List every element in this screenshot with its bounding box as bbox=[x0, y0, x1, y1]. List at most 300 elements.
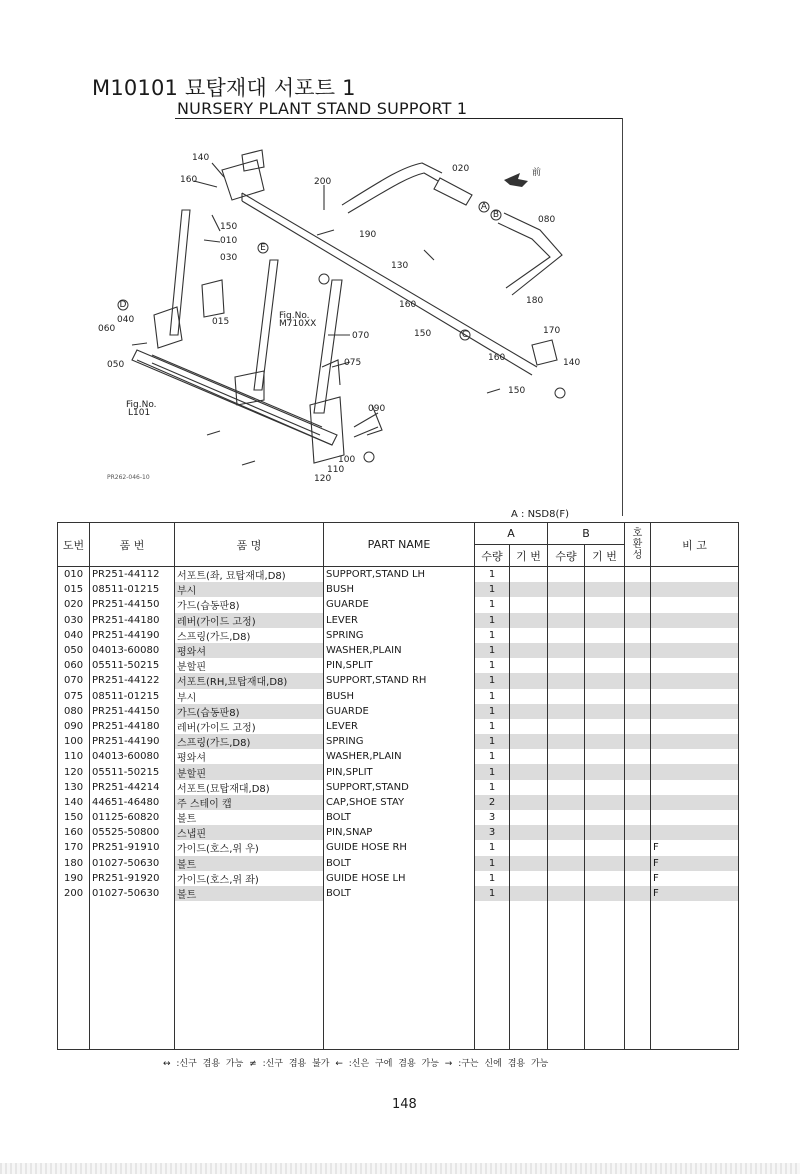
row-qty-b bbox=[548, 658, 585, 673]
page-number: 148 bbox=[392, 1097, 417, 1112]
row-ki-b bbox=[585, 856, 625, 871]
row-part-no: PR251-44180 bbox=[90, 719, 175, 734]
row-name-kr: 가드(습동판8) bbox=[175, 704, 324, 719]
row-part-name: CAP,SHOE STAY bbox=[324, 795, 475, 810]
row-qty-a: 3 bbox=[475, 810, 510, 825]
title-rule bbox=[175, 118, 622, 119]
table-row bbox=[58, 719, 739, 734]
row-ki-b bbox=[585, 567, 625, 583]
table-row bbox=[58, 597, 739, 612]
table-row bbox=[58, 795, 739, 810]
filler-cell bbox=[625, 901, 651, 1050]
row-compat bbox=[625, 613, 651, 628]
callout-190: 190 bbox=[359, 230, 377, 240]
row-part-no: 08511-01215 bbox=[90, 582, 175, 597]
row-qty-a: 1 bbox=[475, 886, 510, 901]
row-remark bbox=[651, 628, 739, 643]
row-ki-a bbox=[510, 780, 548, 795]
table-row bbox=[58, 749, 739, 764]
table-row bbox=[58, 673, 739, 688]
row-part-no: 08511-01215 bbox=[90, 689, 175, 704]
row-no: 150 bbox=[58, 810, 90, 825]
row-ki-a bbox=[510, 673, 548, 688]
group-a-legend: A : NSD8(F) bbox=[511, 509, 570, 520]
row-qty-a: 1 bbox=[475, 658, 510, 673]
row-qty-b bbox=[548, 749, 585, 764]
row-qty-b bbox=[548, 673, 585, 688]
front-arrow-icon bbox=[504, 173, 528, 187]
row-name-kr: 스냅핀 bbox=[175, 825, 324, 840]
row-ki-a bbox=[510, 749, 548, 764]
row-name-kr: 가이드(호스,위 좌) bbox=[175, 871, 324, 886]
row-ki-a bbox=[510, 719, 548, 734]
header-no: 도번 bbox=[58, 523, 90, 567]
row-part-name: BOLT bbox=[324, 886, 475, 901]
row-part-no: PR251-44190 bbox=[90, 628, 175, 643]
filler-cell bbox=[585, 901, 625, 1050]
row-no: 200 bbox=[58, 886, 90, 901]
row-remark bbox=[651, 764, 739, 779]
row-qty-a: 1 bbox=[475, 613, 510, 628]
row-qty-b bbox=[548, 704, 585, 719]
callout-015: 015 bbox=[212, 317, 230, 327]
row-ki-a bbox=[510, 871, 548, 886]
table-row bbox=[58, 689, 739, 704]
callout-050: 050 bbox=[107, 360, 125, 370]
row-part-no: 01027-50630 bbox=[90, 856, 175, 871]
row-part-name: SPRING bbox=[324, 628, 475, 643]
row-no: 180 bbox=[58, 856, 90, 871]
row-ki-a bbox=[510, 628, 548, 643]
row-name-kr: 볼트 bbox=[175, 886, 324, 901]
table-row bbox=[58, 628, 739, 643]
table-row bbox=[58, 856, 739, 871]
row-compat bbox=[625, 795, 651, 810]
row-qty-a: 1 bbox=[475, 719, 510, 734]
row-no: 070 bbox=[58, 673, 90, 688]
row-no: 010 bbox=[58, 567, 90, 583]
row-no: 030 bbox=[58, 613, 90, 628]
row-compat bbox=[625, 871, 651, 886]
row-ki-b bbox=[585, 643, 625, 658]
fig-no-label-1: Fig.No. bbox=[279, 311, 310, 321]
parts-table bbox=[57, 522, 739, 1050]
callout-130: 130 bbox=[391, 261, 409, 271]
row-part-no: 44651-46480 bbox=[90, 795, 175, 810]
row-part-no: PR251-44190 bbox=[90, 734, 175, 749]
row-remark bbox=[651, 673, 739, 688]
row-remark: F bbox=[651, 886, 739, 901]
row-part-name: GUARDE bbox=[324, 597, 475, 612]
callout-150c: 150 bbox=[508, 386, 526, 396]
callout-100: 100 bbox=[338, 455, 356, 465]
row-remark: F bbox=[651, 871, 739, 886]
row-ki-a bbox=[510, 795, 548, 810]
row-remark bbox=[651, 795, 739, 810]
row-qty-b bbox=[548, 810, 585, 825]
row-name-kr: 가드(습동판8) bbox=[175, 597, 324, 612]
row-qty-a: 1 bbox=[475, 643, 510, 658]
row-compat bbox=[625, 643, 651, 658]
row-name-kr: 서포트(좌, 묘탑재대,D8) bbox=[175, 567, 324, 583]
row-qty-a: 1 bbox=[475, 871, 510, 886]
row-part-no: 04013-60080 bbox=[90, 749, 175, 764]
row-name-kr: 볼트 bbox=[175, 810, 324, 825]
row-qty-a: 1 bbox=[475, 840, 510, 855]
row-ki-a bbox=[510, 825, 548, 840]
row-remark bbox=[651, 704, 739, 719]
row-ki-b bbox=[585, 795, 625, 810]
table-row bbox=[58, 613, 739, 628]
row-qty-b bbox=[548, 856, 585, 871]
row-qty-b bbox=[548, 582, 585, 597]
row-ki-a bbox=[510, 597, 548, 612]
row-compat bbox=[625, 810, 651, 825]
table-row bbox=[58, 734, 739, 749]
callout-150: 150 bbox=[220, 222, 238, 232]
row-compat bbox=[625, 840, 651, 855]
circle-letter-c: C bbox=[461, 330, 469, 340]
filler-cell bbox=[548, 901, 585, 1050]
row-compat bbox=[625, 582, 651, 597]
row-remark bbox=[651, 567, 739, 583]
row-name-kr: 스프링(가드,D8) bbox=[175, 734, 324, 749]
row-ki-a bbox=[510, 658, 548, 673]
row-compat bbox=[625, 689, 651, 704]
filler-cell bbox=[510, 901, 548, 1050]
row-part-no: PR251-44122 bbox=[90, 673, 175, 688]
filler-cell bbox=[324, 901, 475, 1050]
row-part-no: 05511-50215 bbox=[90, 764, 175, 779]
fig-no-value-2: L101 bbox=[128, 408, 151, 418]
row-part-no: PR251-44214 bbox=[90, 780, 175, 795]
row-compat bbox=[625, 719, 651, 734]
row-ki-b bbox=[585, 780, 625, 795]
circle-ref-b3 bbox=[555, 388, 565, 398]
callout-060: 060 bbox=[98, 324, 116, 334]
callout-020: 020 bbox=[452, 164, 470, 174]
filler-cell bbox=[651, 901, 739, 1050]
callout-090: 090 bbox=[368, 404, 386, 414]
row-remark bbox=[651, 825, 739, 840]
diagram-linework bbox=[132, 150, 562, 465]
row-name-kr: 가이드(호스,위 우) bbox=[175, 840, 324, 855]
row-name-kr: 부시 bbox=[175, 689, 324, 704]
row-ki-b bbox=[585, 613, 625, 628]
row-ki-b bbox=[585, 628, 625, 643]
callout-080: 080 bbox=[538, 215, 556, 225]
row-no: 040 bbox=[58, 628, 90, 643]
row-qty-a: 2 bbox=[475, 795, 510, 810]
row-compat bbox=[625, 856, 651, 871]
table-row bbox=[58, 704, 739, 719]
callout-170: 170 bbox=[543, 326, 561, 336]
row-qty-b bbox=[548, 780, 585, 795]
row-ki-b bbox=[585, 764, 625, 779]
filler-cell bbox=[90, 901, 175, 1050]
row-qty-a: 1 bbox=[475, 673, 510, 688]
row-no: 090 bbox=[58, 719, 90, 734]
callout-160c: 160 bbox=[488, 353, 506, 363]
row-qty-a: 1 bbox=[475, 704, 510, 719]
row-ki-b bbox=[585, 734, 625, 749]
row-part-name: BOLT bbox=[324, 810, 475, 825]
row-ki-a bbox=[510, 613, 548, 628]
row-ki-b bbox=[585, 582, 625, 597]
table-row bbox=[58, 567, 739, 583]
row-remark bbox=[651, 597, 739, 612]
row-qty-b bbox=[548, 613, 585, 628]
row-qty-b bbox=[548, 643, 585, 658]
row-qty-a: 3 bbox=[475, 825, 510, 840]
row-part-no: PR251-44150 bbox=[90, 704, 175, 719]
row-ki-b bbox=[585, 689, 625, 704]
row-part-name: GUIDE HOSE RH bbox=[324, 840, 475, 855]
table-row bbox=[58, 840, 739, 855]
parts-table-header bbox=[58, 523, 739, 567]
row-qty-a: 1 bbox=[475, 597, 510, 612]
circle-letter-a: A bbox=[480, 202, 488, 212]
row-compat bbox=[625, 704, 651, 719]
row-ki-b bbox=[585, 886, 625, 901]
header-compat: 호 환 성 bbox=[625, 523, 651, 567]
row-remark: F bbox=[651, 856, 739, 871]
row-qty-b bbox=[548, 628, 585, 643]
row-remark bbox=[651, 582, 739, 597]
row-part-name: LEVER bbox=[324, 613, 475, 628]
table-row bbox=[58, 643, 739, 658]
fig-no-value-1: M710XX bbox=[279, 319, 317, 329]
header-qty-a: 수량 bbox=[475, 545, 510, 567]
row-name-kr: 서포트(묘탑재대,D8) bbox=[175, 780, 324, 795]
row-part-name: LEVER bbox=[324, 719, 475, 734]
diagram-svg bbox=[92, 145, 612, 490]
row-compat bbox=[625, 749, 651, 764]
table-row bbox=[58, 871, 739, 886]
row-part-no: 01125-60820 bbox=[90, 810, 175, 825]
row-part-no: PR251-91920 bbox=[90, 871, 175, 886]
row-no: 050 bbox=[58, 643, 90, 658]
row-part-no: 05525-50800 bbox=[90, 825, 175, 840]
diagram-callout-labels bbox=[98, 153, 580, 484]
row-no: 140 bbox=[58, 795, 90, 810]
row-qty-b bbox=[548, 795, 585, 810]
table-row bbox=[58, 825, 739, 840]
row-compat bbox=[625, 673, 651, 688]
row-part-name: SUPPORT,STAND LH bbox=[324, 567, 475, 583]
row-name-kr: 레버(가이드 고정) bbox=[175, 613, 324, 628]
callout-160b: 160 bbox=[399, 300, 417, 310]
row-qty-a: 1 bbox=[475, 734, 510, 749]
row-qty-a: 1 bbox=[475, 582, 510, 597]
callout-120: 120 bbox=[314, 474, 332, 484]
row-no: 100 bbox=[58, 734, 90, 749]
row-remark bbox=[651, 613, 739, 628]
row-compat bbox=[625, 886, 651, 901]
row-no: 020 bbox=[58, 597, 90, 612]
row-part-name: WASHER,PLAIN bbox=[324, 749, 475, 764]
row-compat bbox=[625, 780, 651, 795]
header-part-name: PART NAME bbox=[324, 523, 475, 567]
row-part-name: PIN,SNAP bbox=[324, 825, 475, 840]
row-ki-b bbox=[585, 840, 625, 855]
table-row bbox=[58, 810, 739, 825]
row-remark bbox=[651, 719, 739, 734]
row-compat bbox=[625, 658, 651, 673]
row-name-kr: 분할핀 bbox=[175, 764, 324, 779]
row-remark bbox=[651, 734, 739, 749]
row-part-name: PIN,SPLIT bbox=[324, 658, 475, 673]
row-part-name: BUSH bbox=[324, 689, 475, 704]
circle-ref-a2 bbox=[364, 452, 374, 462]
row-qty-b bbox=[548, 840, 585, 855]
row-qty-b bbox=[548, 764, 585, 779]
title-english: NURSERY PLANT STAND SUPPORT 1 bbox=[177, 99, 468, 118]
row-name-kr: 평와셔 bbox=[175, 643, 324, 658]
row-qty-b bbox=[548, 825, 585, 840]
row-part-name: WASHER,PLAIN bbox=[324, 643, 475, 658]
row-name-kr: 서포트(RH,묘탑재대,D8) bbox=[175, 673, 324, 688]
row-ki-a bbox=[510, 734, 548, 749]
row-ki-b bbox=[585, 810, 625, 825]
callout-140: 140 bbox=[192, 153, 210, 163]
row-ki-b bbox=[585, 597, 625, 612]
row-part-no: 01027-50630 bbox=[90, 886, 175, 901]
row-no: 130 bbox=[58, 780, 90, 795]
callout-200: 200 bbox=[314, 177, 332, 187]
table-row bbox=[58, 582, 739, 597]
front-direction-mark: 前 bbox=[532, 168, 542, 178]
row-part-name: SUPPORT,STAND RH bbox=[324, 673, 475, 688]
row-no: 120 bbox=[58, 764, 90, 779]
callout-010: 010 bbox=[220, 236, 238, 246]
header-name-kr: 품 명 bbox=[175, 523, 324, 567]
row-ki-a bbox=[510, 689, 548, 704]
row-remark bbox=[651, 689, 739, 704]
table-row bbox=[58, 886, 739, 901]
row-ki-b bbox=[585, 658, 625, 673]
row-part-name: GUIDE HOSE LH bbox=[324, 871, 475, 886]
figure-code: PR262-046-10 bbox=[107, 474, 150, 481]
header-ki-a: 기 번 bbox=[510, 545, 548, 567]
header-remarks: 비 고 bbox=[651, 523, 739, 567]
table-row bbox=[58, 780, 739, 795]
row-remark bbox=[651, 749, 739, 764]
row-ki-a bbox=[510, 764, 548, 779]
row-part-name: BOLT bbox=[324, 856, 475, 871]
table-filler-row bbox=[58, 901, 739, 1050]
row-compat bbox=[625, 628, 651, 643]
callout-030: 030 bbox=[220, 253, 238, 263]
row-ki-a bbox=[510, 582, 548, 597]
row-ki-b bbox=[585, 704, 625, 719]
row-qty-b bbox=[548, 886, 585, 901]
row-part-no: PR251-44112 bbox=[90, 567, 175, 583]
title-code: M10101 묘탑재대 서포트 1 bbox=[92, 76, 356, 100]
row-compat bbox=[625, 825, 651, 840]
row-ki-b bbox=[585, 871, 625, 886]
row-no: 170 bbox=[58, 840, 90, 855]
header-part-no: 품 번 bbox=[90, 523, 175, 567]
row-no: 015 bbox=[58, 582, 90, 597]
row-qty-b bbox=[548, 689, 585, 704]
row-qty-b bbox=[548, 567, 585, 583]
row-remark bbox=[651, 658, 739, 673]
row-name-kr: 평와셔 bbox=[175, 749, 324, 764]
row-ki-a bbox=[510, 840, 548, 855]
row-part-name: SPRING bbox=[324, 734, 475, 749]
row-compat bbox=[625, 567, 651, 583]
row-ki-a bbox=[510, 886, 548, 901]
row-ki-a bbox=[510, 643, 548, 658]
row-qty-a: 1 bbox=[475, 567, 510, 583]
row-part-name: GUARDE bbox=[324, 704, 475, 719]
callout-150b: 150 bbox=[414, 329, 432, 339]
row-part-no: PR251-44180 bbox=[90, 613, 175, 628]
row-part-name: PIN,SPLIT bbox=[324, 764, 475, 779]
circle-letter-d: D bbox=[119, 300, 127, 310]
filler-cell bbox=[475, 901, 510, 1050]
circle-letter-b: B bbox=[492, 210, 500, 220]
table-row bbox=[58, 658, 739, 673]
row-qty-a: 1 bbox=[475, 856, 510, 871]
row-ki-b bbox=[585, 673, 625, 688]
callout-180: 180 bbox=[526, 296, 544, 306]
row-part-name: SUPPORT,STAND bbox=[324, 780, 475, 795]
scan-edge bbox=[0, 1163, 800, 1174]
row-part-no: PR251-44150 bbox=[90, 597, 175, 612]
circle-ref-b2 bbox=[319, 274, 329, 284]
row-remark: F bbox=[651, 840, 739, 855]
row-no: 075 bbox=[58, 689, 90, 704]
row-ki-a bbox=[510, 856, 548, 871]
row-compat bbox=[625, 597, 651, 612]
callout-160: 160 bbox=[180, 175, 198, 185]
callout-075: 075 bbox=[344, 358, 362, 368]
header-group-b: B bbox=[548, 523, 625, 545]
header-group-a: A bbox=[475, 523, 548, 545]
row-no: 110 bbox=[58, 749, 90, 764]
row-no: 190 bbox=[58, 871, 90, 886]
row-no: 060 bbox=[58, 658, 90, 673]
row-remark bbox=[651, 780, 739, 795]
callout-040: 040 bbox=[117, 315, 135, 325]
fig-no-label-2: Fig.No. bbox=[126, 400, 157, 410]
row-name-kr: 분할핀 bbox=[175, 658, 324, 673]
row-qty-a: 1 bbox=[475, 780, 510, 795]
row-qty-b bbox=[548, 719, 585, 734]
row-qty-a: 1 bbox=[475, 749, 510, 764]
exploded-parts-diagram bbox=[92, 145, 612, 490]
filler-cell bbox=[175, 901, 324, 1050]
circle-letter-e: E bbox=[260, 243, 266, 253]
row-ki-b bbox=[585, 749, 625, 764]
row-name-kr: 볼트 bbox=[175, 856, 324, 871]
row-no: 080 bbox=[58, 704, 90, 719]
row-qty-a: 1 bbox=[475, 764, 510, 779]
right-margin-line bbox=[622, 118, 623, 516]
row-qty-b bbox=[548, 734, 585, 749]
callout-140b: 140 bbox=[563, 358, 581, 368]
row-part-no: 05511-50215 bbox=[90, 658, 175, 673]
row-qty-b bbox=[548, 597, 585, 612]
parts-table-body bbox=[58, 567, 739, 1050]
compatibility-footnote: ↔ :신구 겸용 가능 ≠ :신구 겸용 불가 ← :신은 구에 겸용 가능 → :구는 신에 겸용 가능 bbox=[163, 1059, 549, 1069]
row-name-kr: 스프링(가드,D8) bbox=[175, 628, 324, 643]
row-name-kr: 주 스테이 캡 bbox=[175, 795, 324, 810]
row-qty-b bbox=[548, 871, 585, 886]
header-ki-b: 기 번 bbox=[585, 545, 625, 567]
